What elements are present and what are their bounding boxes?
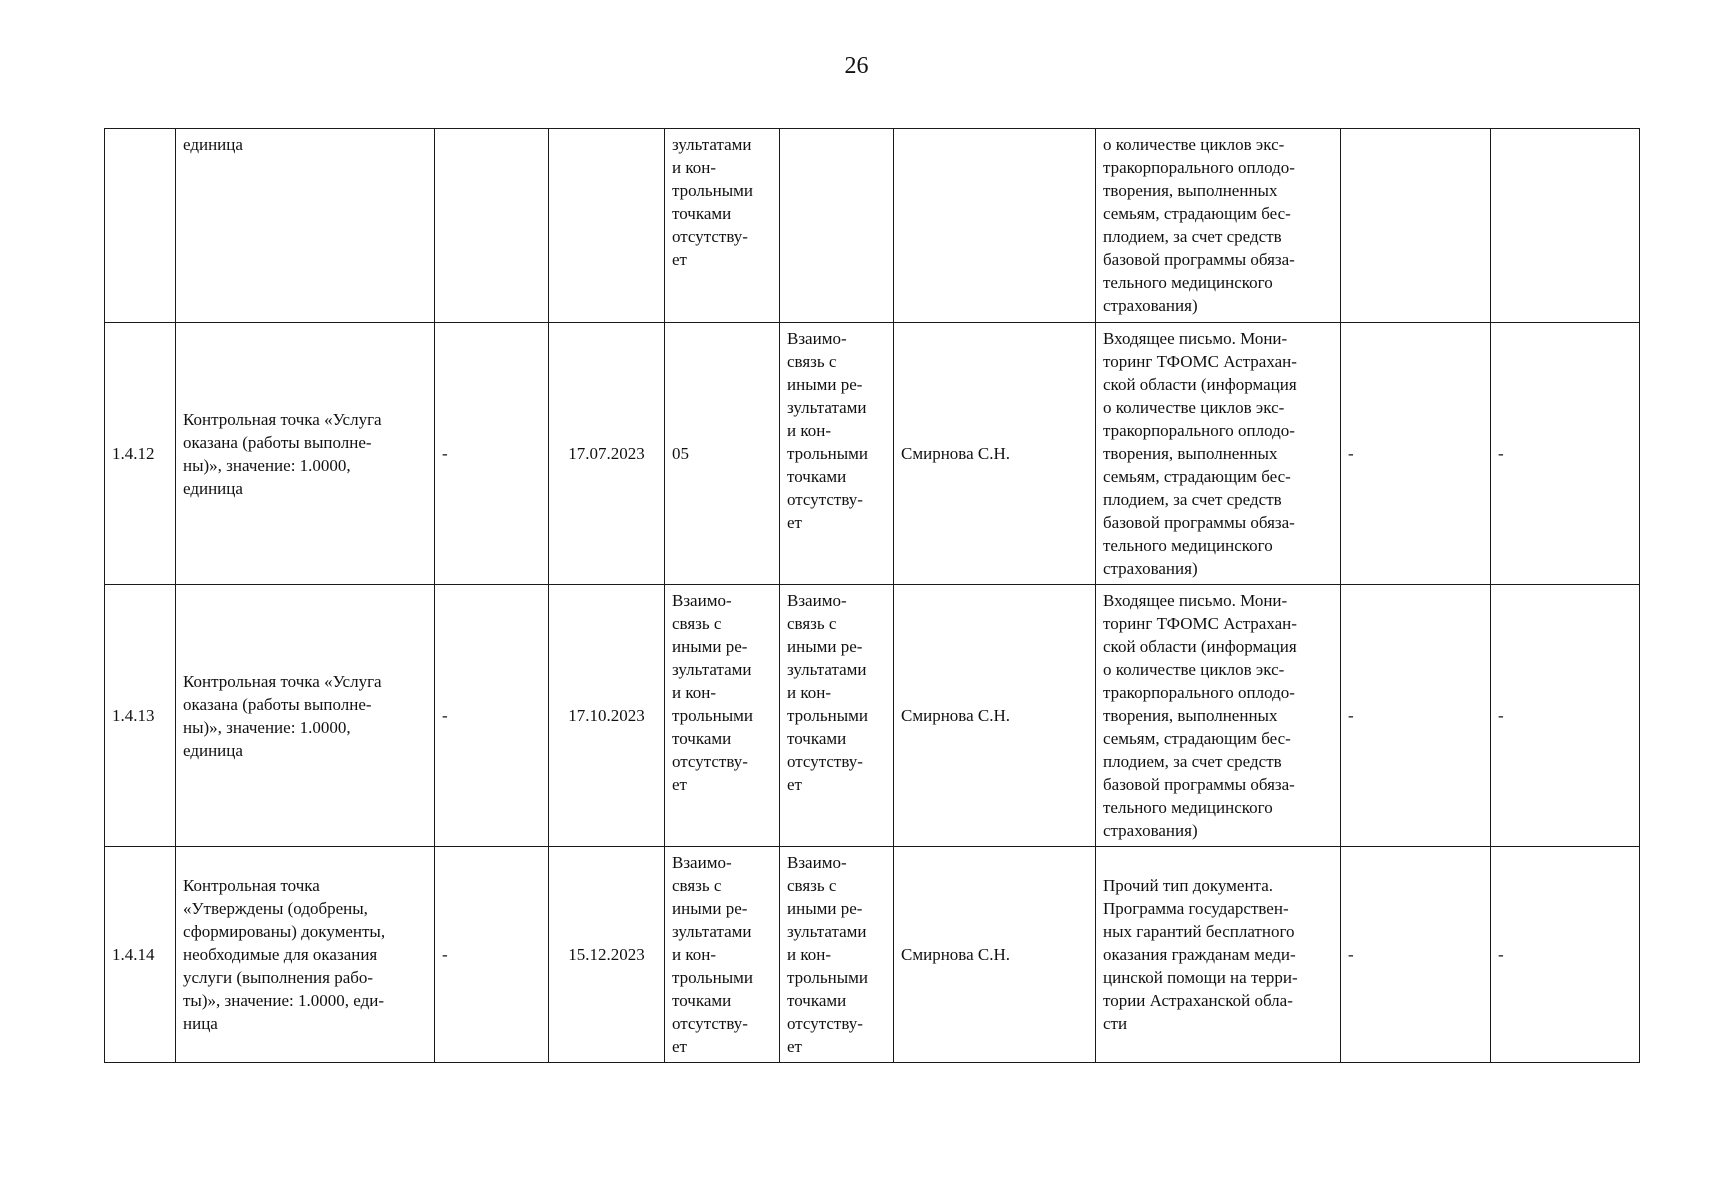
table-row — [105, 129, 1640, 323]
cell-col10 — [1491, 129, 1640, 323]
cell-date — [549, 129, 665, 323]
cell-number: 1.4.12 — [105, 323, 176, 585]
cell-number — [105, 129, 176, 323]
cell-col3: - — [435, 847, 549, 1063]
control-points-table — [104, 128, 1640, 1063]
cell-relation-next: Взаимо- связь с иными ре- зультатами и кон- трольными точками отсутству- ет — [780, 847, 894, 1063]
cell-document: Входящее письмо. Мони- торинг ТФОМС Астрахан- ской области (информация о количестве циклов экс- тракорпорального оплодо- творения, выполненных семьям, страдающим бес- плодием, за счет средств базовой программы обяза- тельного медицинского страхования) — [1096, 585, 1341, 847]
cell-col9: - — [1341, 847, 1491, 1063]
cell-relation-prev: Взаимо- связь с иными ре- зультатами и кон- трольными точками отсутству- ет — [665, 847, 780, 1063]
cell-document: Входящее письмо. Мони- торинг ТФОМС Астрахан- ской области (информация о количестве циклов экс- тракорпорального оплодо- творения, выполненных семьям, страдающим бес- плодием, за счет средств базовой программы обяза- тельного медицинского страхования) — [1096, 323, 1341, 585]
cell-col3: - — [435, 323, 549, 585]
table-row — [105, 323, 1640, 585]
cell-date: 15.12.2023 — [549, 847, 665, 1063]
cell-relation-next: Взаимо- связь с иными ре- зультатами и кон- трольными точками отсутству- ет — [780, 585, 894, 847]
page-number: 26 — [844, 53, 869, 79]
cell-control-point-name: единица — [176, 129, 435, 323]
cell-col10: - — [1491, 585, 1640, 847]
table-row — [105, 585, 1640, 847]
cell-document: о количестве циклов экс- тракорпорального оплодо- творения, выполненных семьям, страдающим бес- плодием, за счет средств базовой программы обяза- тельного медицинского страхования) — [1096, 129, 1341, 323]
cell-col9: - — [1341, 585, 1491, 847]
cell-number: 1.4.13 — [105, 585, 176, 847]
cell-responsible — [894, 129, 1096, 323]
cell-relation-prev: зультатами и кон- трольными точками отсутству- ет — [665, 129, 780, 323]
cell-date: 17.10.2023 — [549, 585, 665, 847]
cell-control-point-name: Контрольная точка «Утверждены (одобрены, сформированы) документы, необходимые для оказания услуги (выполнения рабо- ты)», значение: 1.0000, еди- ница — [176, 847, 435, 1063]
cell-col10: - — [1491, 847, 1640, 1063]
cell-responsible: Смирнова С.Н. — [894, 585, 1096, 847]
cell-control-point-name: Контрольная точка «Услуга оказана (работы выполне- ны)», значение: 1.0000, единица — [176, 323, 435, 585]
cell-relation-next: Взаимо- связь с иными ре- зультатами и кон- трольными точками отсутству- ет — [780, 323, 894, 585]
cell-col9 — [1341, 129, 1491, 323]
cell-document: Прочий тип документа. Программа государствен- ных гарантий бесплатного оказания гражданам меди- цинской помощи на терри- тории Астраханской обла- сти — [1096, 847, 1341, 1063]
cell-col3: - — [435, 585, 549, 847]
cell-responsible: Смирнова С.Н. — [894, 323, 1096, 585]
cell-number: 1.4.14 — [105, 847, 176, 1063]
cell-relation-prev: Взаимо- связь с иными ре- зультатами и кон- трольными точками отсутству- ет — [665, 585, 780, 847]
cell-relation-next — [780, 129, 894, 323]
cell-control-point-name: Контрольная точка «Услуга оказана (работы выполне- ны)», значение: 1.0000, единица — [176, 585, 435, 847]
cell-responsible: Смирнова С.Н. — [894, 847, 1096, 1063]
table-row — [105, 847, 1640, 1063]
cell-col3 — [435, 129, 549, 323]
cell-relation-prev: 05 — [665, 323, 780, 585]
cell-date: 17.07.2023 — [549, 323, 665, 585]
cell-col9: - — [1341, 323, 1491, 585]
cell-col10: - — [1491, 323, 1640, 585]
